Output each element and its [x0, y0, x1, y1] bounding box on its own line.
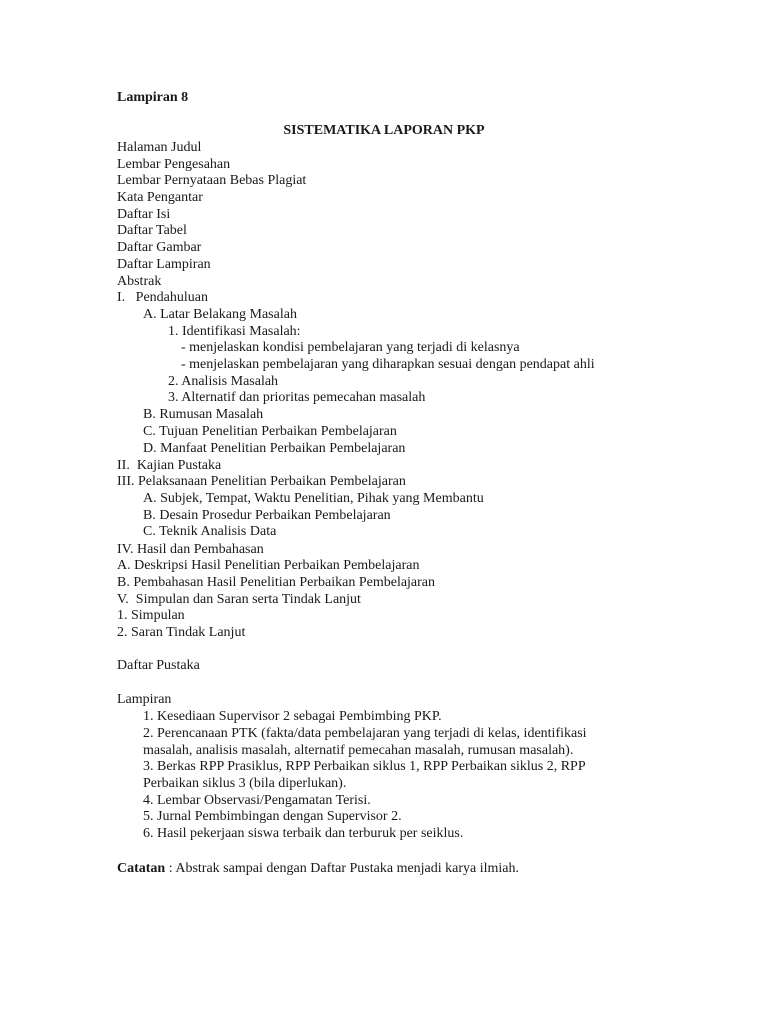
note-text: : Abstrak sampai dengan Daftar Pustaka menjadi karya ilmiah. [165, 861, 520, 876]
section-item: B. Rumusan Masalah [143, 407, 264, 422]
document-title: SISTEMATIKA LAPORAN PKP [283, 123, 485, 138]
front-matter-item: Abstrak [117, 274, 162, 289]
attachment-item: 2. Perencanaan PTK (fakta/data pembelajaran yang terjadi di kelas, identifikasi [143, 726, 587, 741]
chapter-heading: I. Pendahuluan [117, 290, 208, 305]
subsection-item: 3. Alternatif dan prioritas pemecahan masalah [168, 390, 426, 405]
section-item: C. Tujuan Penelitian Perbaikan Pembelajaran [143, 424, 397, 439]
front-matter-item: Daftar Lampiran [117, 257, 211, 272]
chapter-heading: V. Simpulan dan Saran serta Tindak Lanjut [117, 592, 361, 607]
subsection-item: 2. Analisis Masalah [168, 374, 279, 389]
section-item: A. Deskripsi Hasil Penelitian Perbaikan Pembelajaran [117, 558, 420, 573]
front-matter-item: Kata Pengantar [117, 190, 203, 205]
section-item: A. Subjek, Tempat, Waktu Penelitian, Pihak yang Membantu [143, 491, 484, 506]
bibliography-heading: Daftar Pustaka [117, 658, 200, 673]
bullet-item: - menjelaskan kondisi pembelajaran yang terjadi di kelasnya [181, 340, 520, 355]
section-item: A. Latar Belakang Masalah [143, 307, 297, 322]
subsection-item: 1. Identifikasi Masalah: [168, 324, 301, 339]
section-item: 2. Saran Tindak Lanjut [117, 625, 246, 640]
chapter-heading: IV. Hasil dan Pembahasan [117, 542, 264, 557]
section-item: 1. Simpulan [117, 608, 185, 623]
attachments-heading: Lampiran [117, 692, 172, 707]
appendix-label: Lampiran 8 [117, 90, 189, 105]
section-item: B. Pembahasan Hasil Penelitian Perbaikan Pembelajaran [117, 575, 436, 590]
attachment-item-continuation: Perbaikan siklus 3 (bila diperlukan). [143, 776, 347, 791]
chapter-heading: III. Pelaksanaan Penelitian Perbaikan Pembelajaran [117, 474, 406, 489]
chapter-heading: II. Kajian Pustaka [117, 458, 222, 473]
note-label: Catatan [117, 861, 166, 876]
front-matter-item: Lembar Pengesahan [117, 157, 231, 172]
attachment-item: 1. Kesediaan Supervisor 2 sebagai Pembimbing PKP. [143, 709, 442, 724]
attachment-item: 3. Berkas RPP Prasiklus, RPP Perbaikan siklus 1, RPP Perbaikan siklus 2, RPP [143, 759, 586, 774]
front-matter-item: Daftar Tabel [117, 223, 187, 238]
note [117, 860, 519, 877]
front-matter-item: Daftar Isi [117, 207, 171, 222]
bullet-item: - menjelaskan pembelajaran yang diharapkan sesuai dengan pendapat ahli [181, 357, 595, 372]
section-item: B. Desain Prosedur Perbaikan Pembelajaran [143, 508, 391, 523]
front-matter-item: Halaman Judul [117, 140, 202, 155]
attachment-item: 4. Lembar Observasi/Pengamatan Terisi. [143, 793, 371, 808]
section-item: D. Manfaat Penelitian Perbaikan Pembelajaran [143, 441, 406, 456]
front-matter-item: Lembar Pernyataan Bebas Plagiat [117, 173, 307, 188]
attachment-item-continuation: masalah, analisis masalah, alternatif pemecahan masalah, rumusan masalah). [143, 743, 574, 758]
attachment-item: 5. Jurnal Pembimbingan dengan Supervisor 2. [143, 809, 402, 824]
attachment-item: 6. Hasil pekerjaan siswa terbaik dan terburuk per seiklus. [143, 826, 464, 841]
section-item: C. Teknik Analisis Data [143, 524, 277, 539]
front-matter-item: Daftar Gambar [117, 240, 202, 255]
